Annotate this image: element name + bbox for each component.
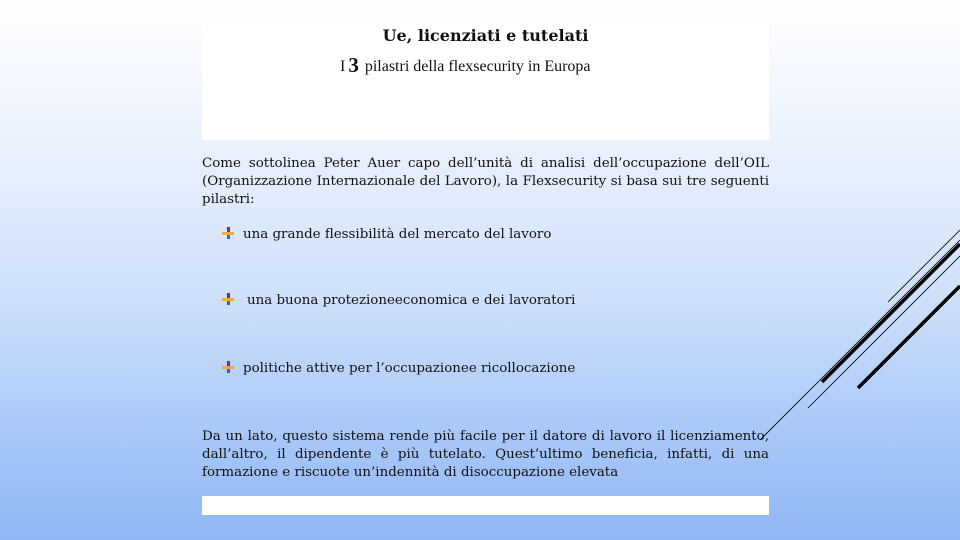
bullet-text: politiche attive per l’occupazionee ricollocazione: [243, 361, 576, 376]
subtitle-number: 3: [348, 53, 359, 77]
outro-paragraph: Da un lato, questo sistema rende più facile per il datore di lavoro il licenziamento, dall’altro, il dipendente è più tutelato. Quest’ultimo beneficia, infatti, di una formazione e riscuote un’indennità di disoccupazione elevata: [202, 429, 769, 480]
subtitle-prefix: I: [340, 58, 346, 75]
bullet-text: una buona protezioneeconomica e dei lavoratori: [247, 293, 576, 308]
intro-paragraph: Come sottolinea Peter Auer capo dell’unità di analisi dell’occupazione dell’OIL (Organizzazione Internazionale del Lavoro), la Flexsecurity si basa sui tre seguenti pilastri:: [202, 156, 769, 207]
deco-thick-line-1: [822, 244, 960, 382]
subtitle-rest: pilastri della flexsecurity in Europa: [364, 58, 591, 75]
deco-thick-line-2: [858, 286, 960, 388]
deco-thin-line-mid: [808, 256, 960, 408]
deco-thin-line-top: [888, 230, 960, 302]
slide-title: Ue, licenziati e tutelati: [382, 26, 589, 45]
deco-thin-line-long: [760, 240, 960, 440]
bullet-text: una grande flessibilità del mercato del lavoro: [243, 227, 552, 242]
